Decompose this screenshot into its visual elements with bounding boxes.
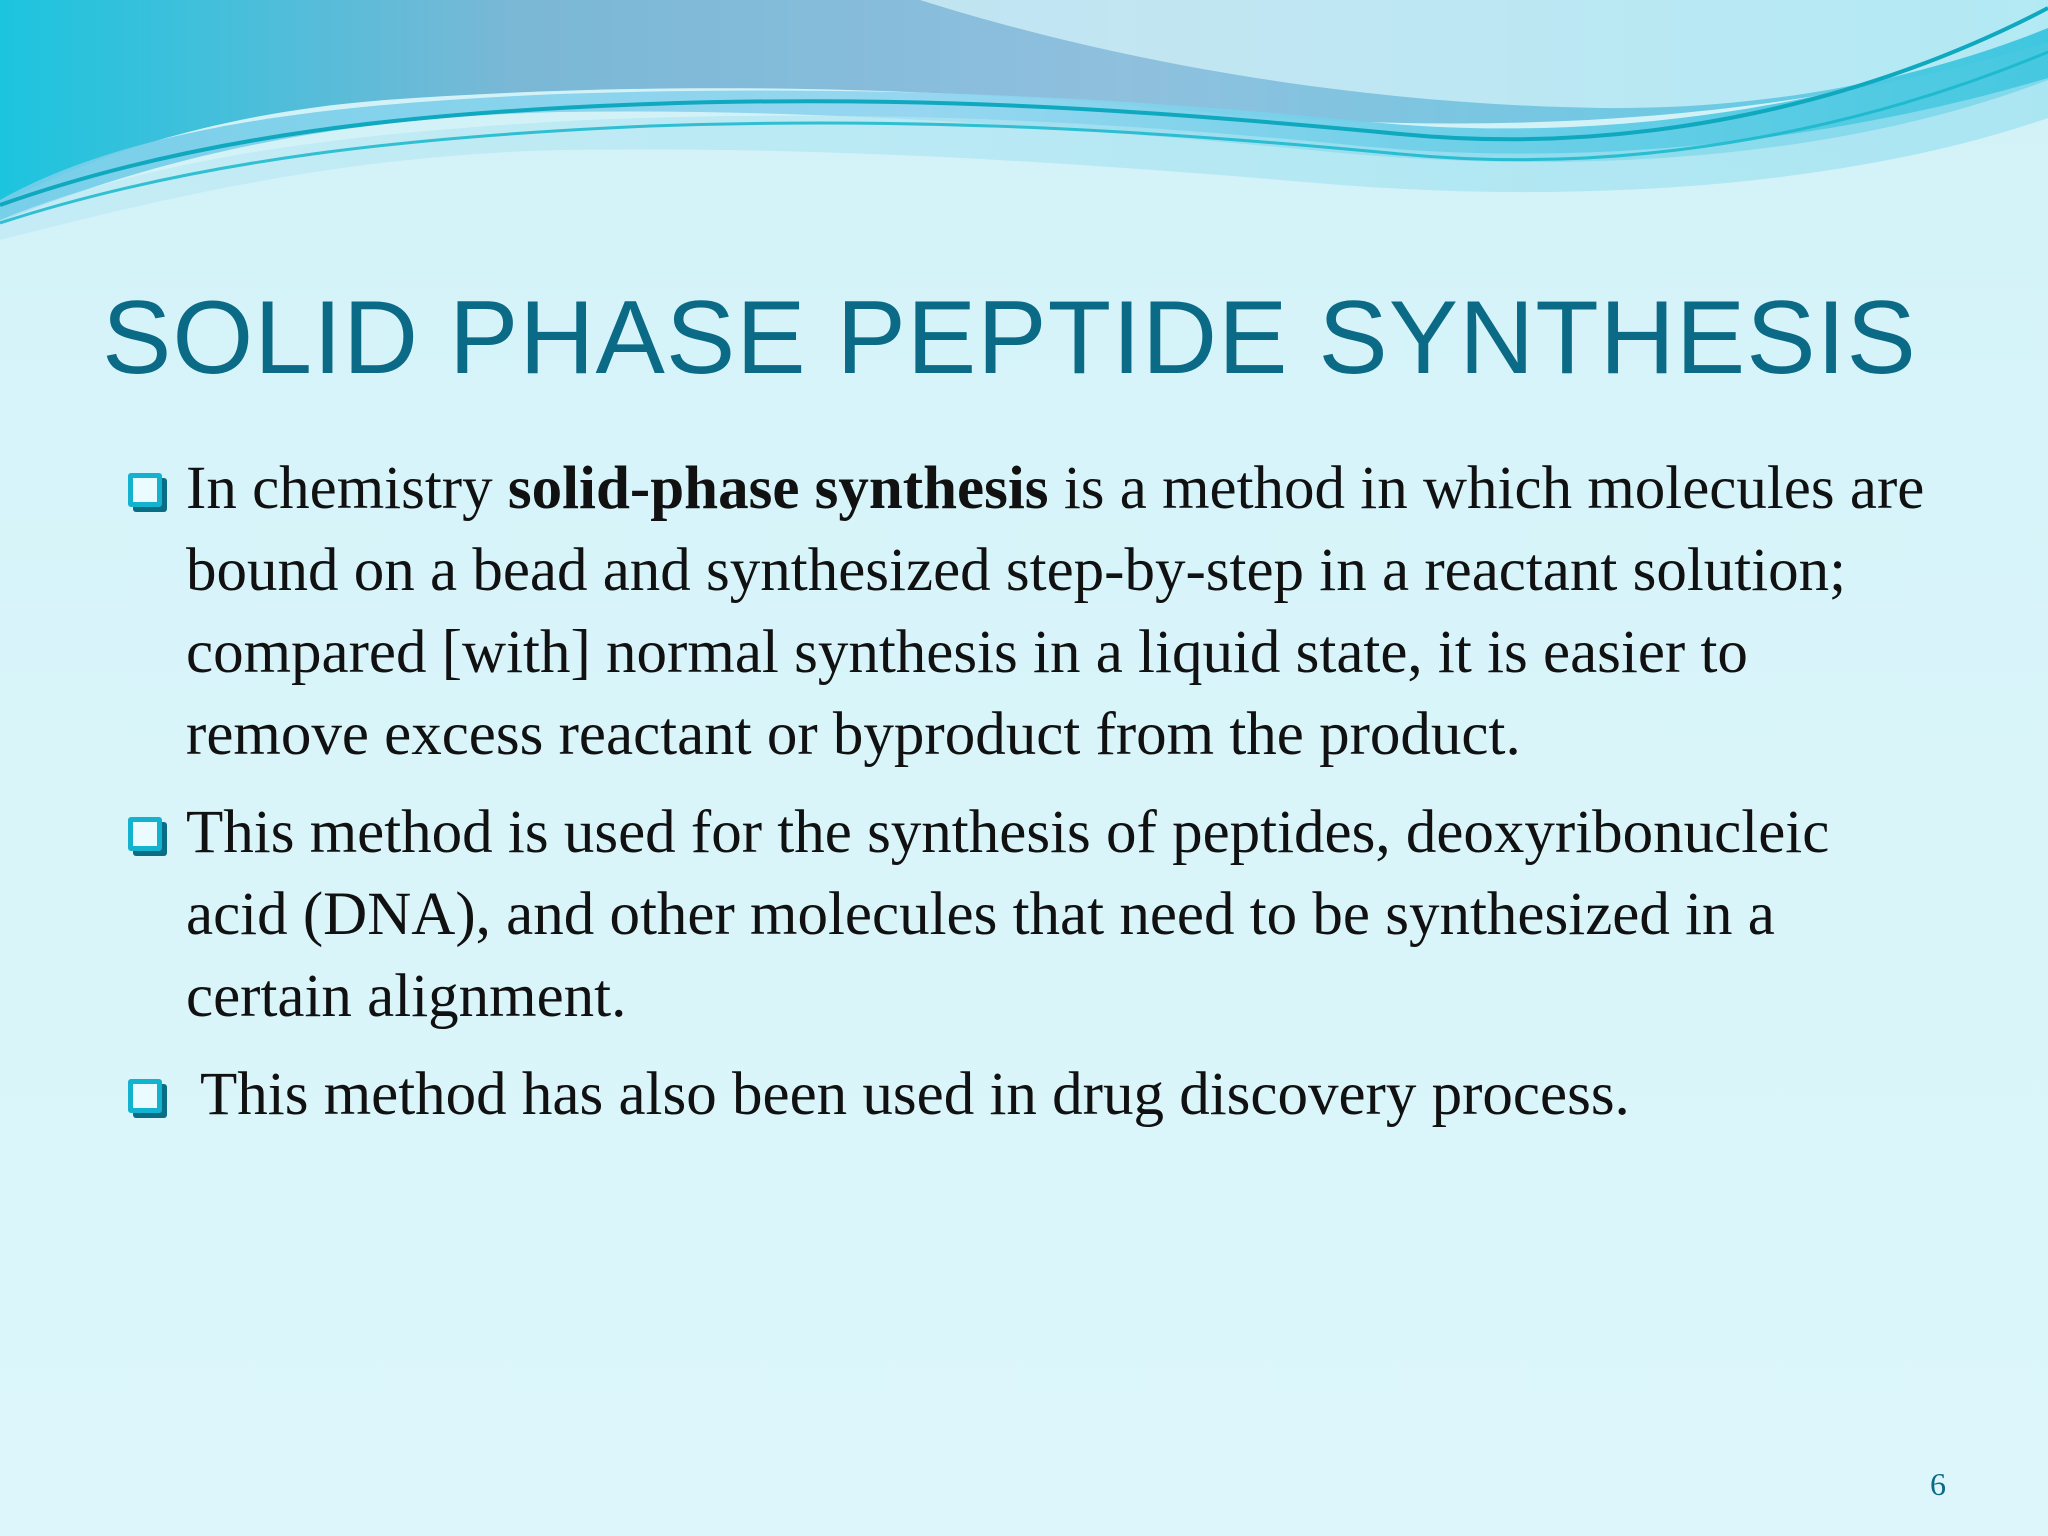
bold-term-solid-phase-synthesis: solid-phase synthesis [507, 455, 1049, 522]
page-number: 6 [1930, 1466, 1946, 1502]
bullet-item-solid-phase-definition [128, 448, 1928, 776]
bullet-text-intro: In chemistry [186, 455, 508, 522]
hollow-square-bullet-icon [128, 473, 162, 507]
hollow-square-bullet-icon [128, 817, 162, 851]
bullet-text-drug-discovery: This method has also been used in drug discovery process. [200, 1061, 1630, 1128]
wave-header-decoration [0, 0, 2048, 240]
bullet-item-drug-discovery [128, 1054, 1928, 1136]
bullet-list [128, 448, 1928, 1152]
slide-title: SOLID PHASE PEPTIDE SYNTHESIS [102, 280, 1917, 396]
hollow-square-bullet-icon [128, 1079, 162, 1113]
bullet-text-method-uses: This method is used for the synthesis of peptides, deoxyribonucleic acid (DNA), and other molecules that need to be synthesized in a certain alignment. [186, 799, 1830, 1030]
bullet-item-method-uses [128, 792, 1928, 1038]
bullet-text-definition: is a method in which molecules are bound on a bead and synthesized step-by-step in a reactant solution; compared [with] normal synthesis in a liquid state, it is easier to remove excess reactant or byproduct from the product. [186, 455, 1925, 768]
